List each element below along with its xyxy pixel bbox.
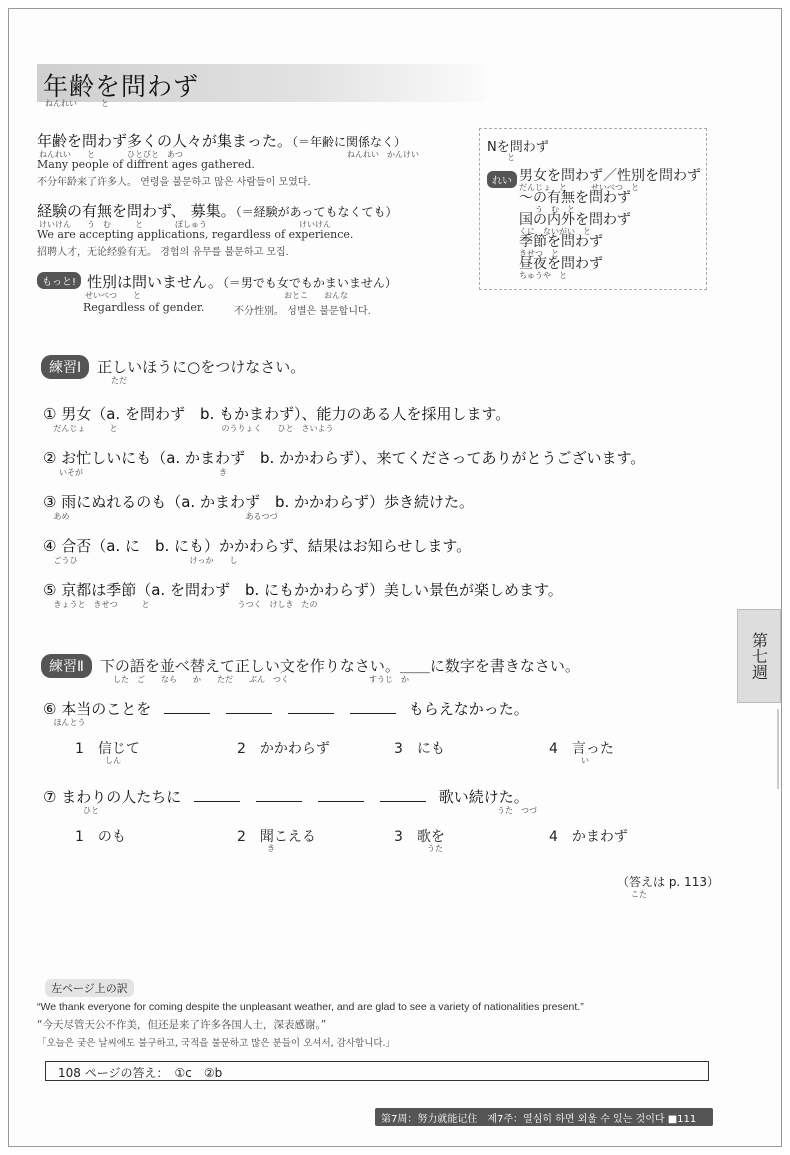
- option-number: 4: [549, 741, 558, 757]
- answer-blank[interactable]: [318, 789, 364, 802]
- question-7-prefix: ⑦ まわりの人たちに: [43, 788, 182, 806]
- answers-reference: （答えは p. 113）: [617, 875, 719, 889]
- previous-page-chinese: “今天尽管天公不作美，但还是来了许多各国人士，深表感谢。”: [37, 1019, 327, 1031]
- question-ruby: うた つづ: [497, 806, 537, 815]
- option: [75, 826, 126, 846]
- answer-blank[interactable]: [226, 701, 272, 714]
- option-number: 3: [394, 829, 403, 845]
- pattern-item: ～の有無を問わず: [519, 190, 631, 206]
- option: [394, 738, 445, 758]
- page: [8, 8, 782, 1147]
- option-text: 歌を: [416, 829, 445, 845]
- option: [549, 826, 628, 846]
- question-ruby: だんじょ と のうりょく ひと さいよう: [43, 424, 334, 433]
- example-2-zh-ko: 招聘人才，无论经验有无。 경험의 유무를 불문하고 모집.: [37, 247, 289, 258]
- example-1-text: 年齢を問わず多くの人々が集まった。: [37, 132, 293, 150]
- question-6-suffix: もらえなかった。: [408, 700, 529, 718]
- option: [237, 738, 330, 758]
- example-badge: れい: [487, 171, 517, 188]
- page-edge-line: [777, 709, 779, 789]
- exercise-1-heading: [41, 355, 305, 379]
- motto-text: 性別は問いません。: [87, 273, 223, 291]
- question-ruby: あめ あるつづ: [43, 512, 278, 521]
- option-text: のも: [97, 829, 126, 845]
- pattern-item-ruby: う む と: [519, 205, 575, 214]
- motto-gloss: （＝男でも女でもかまいません）: [222, 276, 397, 290]
- pattern-box-title-ruby: と: [507, 153, 515, 162]
- option-text: 言った: [571, 741, 614, 757]
- example-1-zh-ko: 不分年龄来了许多人。 연령을 불문하고 많은 사람들이 모였다.: [37, 177, 311, 188]
- answer-blank[interactable]: [380, 789, 426, 802]
- motto-gloss-ruby: おとこ おんな: [284, 291, 348, 300]
- motto-ruby: せいべつ と: [85, 291, 141, 300]
- option-number: 1: [75, 741, 84, 757]
- pattern-item-ruby: きせつ と: [519, 249, 559, 258]
- previous-page-english: “We thank everyone for coming despite the unpleasant weather, and are glad to see a variety of nationalities present.”: [37, 1001, 584, 1013]
- option-number: 2: [237, 829, 246, 845]
- exercise-1-badge: 練習Ⅰ: [41, 355, 89, 379]
- pattern-item-ruby: だんじょ と せいべつ と: [519, 183, 639, 192]
- pattern-box-title: Nを問わず: [487, 140, 549, 155]
- previous-answers-box: 108 ページの答え： ①c ②b: [45, 1061, 709, 1081]
- option-text: 聞こえる: [259, 829, 316, 845]
- pattern-item: 男女を問わず／性別を問わず: [519, 168, 701, 184]
- answer-blank[interactable]: [164, 701, 210, 714]
- question-ruby: いそが き: [43, 468, 227, 477]
- exercise-1-question: ③ 雨にぬれるのも（a. かまわず b. かかわらず）歩き続けた。: [43, 493, 475, 511]
- question-ruby: ひと: [43, 806, 99, 815]
- example-1-ruby: ねんれい と ひとびと あつ: [39, 150, 183, 159]
- question-ruby: ごうひ けっか し: [43, 556, 238, 565]
- answer-blank[interactable]: [288, 701, 334, 714]
- motto-sentence: [37, 271, 397, 292]
- example-2-gloss: （＝経験があってもなくても）: [235, 205, 398, 219]
- example-1-english: Many people of diffrent ages gathered.: [37, 158, 255, 171]
- option-text: にも: [416, 741, 445, 757]
- exercise-1-question: ⑤ 京都は季節（a. を問わず b. にもかかわらず）美しい景色が楽しめます。: [43, 581, 563, 599]
- example-1-gloss-ruby: ねんれい かんけい: [347, 150, 419, 159]
- previous-page-label: 左ページ上の訳: [45, 979, 134, 997]
- week-tab: 第七週: [737, 609, 781, 703]
- question-7-suffix: 歌い続けた。: [438, 788, 529, 806]
- pattern-item-ruby: くに ないがい と: [519, 227, 591, 236]
- example-1-sentence: [37, 130, 406, 151]
- answer-blank[interactable]: [194, 789, 240, 802]
- motto-english: Regardless of gender.: [83, 301, 205, 314]
- pattern-item: 昼夜を問わず: [519, 256, 603, 272]
- example-2-gloss-ruby: けいけん: [299, 220, 331, 229]
- exercise-2-instruction: 下の語を並べ替えて正しい文を作りなさい。＿＿に数字を書きなさい。: [99, 657, 580, 675]
- answers-reference-ruby: こた: [631, 890, 647, 899]
- option-number: 3: [394, 741, 403, 757]
- option-ruby: き: [267, 844, 275, 853]
- motto-zh-ko: 不分性別。 성별은 불문합니다.: [234, 306, 371, 317]
- question-6: [43, 698, 529, 719]
- option-text: かまわず: [571, 829, 628, 845]
- example-2-text: 経験の有無を問わず、 募集。: [37, 202, 236, 220]
- example-2-ruby: けいけん う む と ぼしゅう: [39, 220, 207, 229]
- previous-page-korean: 「오늘은 궂은 날씨에도 불구하고, 국적을 불문하고 많은 분들이 오셔서, 감사합니다.」: [37, 1038, 396, 1049]
- exercise-1-question: ② お忙しいにも（a. かまわず b. かかわらず）、来てくださってありがとうございます。: [43, 449, 646, 467]
- motto-badge: もっと!: [37, 272, 81, 289]
- question-ruby: きょうと きせつ と うつく けしき たの: [43, 600, 318, 609]
- pattern-item: 季節を問わず: [519, 234, 603, 250]
- option-number: 2: [237, 741, 246, 757]
- option-ruby: い: [581, 756, 589, 765]
- option-number: 4: [549, 829, 558, 845]
- pattern-item-ruby: ちゅうや と: [519, 271, 567, 280]
- page-title: 年齢を問わず: [43, 72, 200, 101]
- answer-blank[interactable]: [256, 789, 302, 802]
- footer-bar: 第7周：努力就能记住 제7주：열심히 하면 외울 수 있는 것이다 ■111: [375, 1108, 713, 1126]
- question-7: [43, 786, 529, 807]
- pattern-item: 国の内外を問わず: [519, 212, 631, 228]
- option-number: 1: [75, 829, 84, 845]
- example-2-english: We are accepting applications, regardless of experience.: [37, 228, 354, 241]
- exercise-1-question: ④ 合否（a. に b. にも）かかわらず、結果はお知らせします。: [43, 537, 472, 555]
- title-ruby: ねんれい と: [45, 99, 109, 108]
- answer-blank[interactable]: [350, 701, 396, 714]
- option-ruby: しん: [105, 756, 121, 765]
- option-text: 信じて: [97, 741, 140, 757]
- option-ruby: うた: [427, 844, 443, 853]
- question-6-prefix: ⑥ 本当のことを: [43, 700, 152, 718]
- option-text: かかわらず: [259, 741, 330, 757]
- example-2-sentence: [37, 200, 397, 221]
- question-ruby: ほんとう: [43, 718, 86, 727]
- exercise-2-ruby: した ご なら か ただ ぶん つく すうじ か: [113, 675, 409, 684]
- exercise-1-ruby: ただ: [111, 376, 127, 385]
- example-1-gloss: （＝年齢に関係なく）: [292, 135, 407, 149]
- exercise-2-badge: 練習Ⅱ: [41, 654, 92, 678]
- exercise-1-question: ① 男女（a. を問わず b. もかまわず）、能力のある人を採用します。: [43, 405, 511, 423]
- exercise-1-instruction: 正しいほうに○をつけなさい。: [97, 358, 306, 376]
- option: [237, 826, 316, 846]
